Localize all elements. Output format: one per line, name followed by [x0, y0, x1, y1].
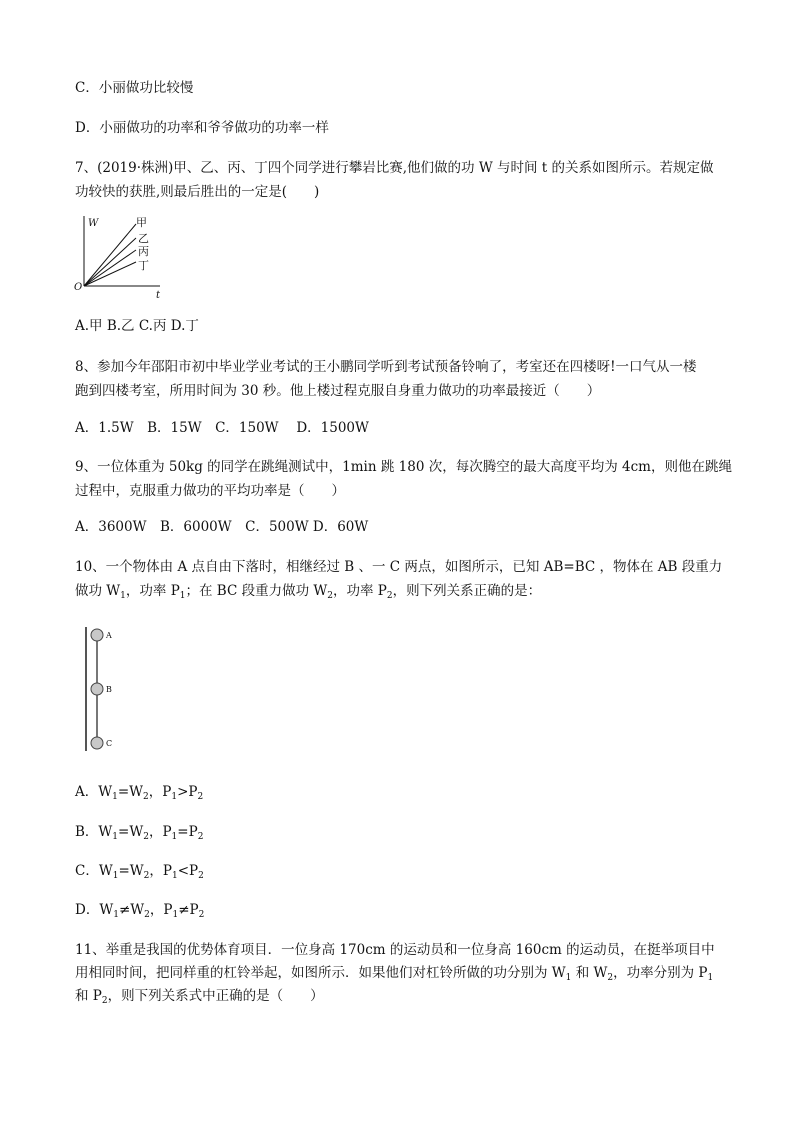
q10-option-a [75, 782, 203, 807]
text-fragment: =P [177, 824, 198, 840]
q7-x-label: t [156, 290, 161, 301]
text-fragment: B．W [75, 824, 113, 840]
subscript: 2 [198, 871, 204, 881]
q11-stem-line2 [75, 963, 713, 988]
text-fragment: ≠P [178, 902, 199, 918]
q8-stem-line2: 跑到四楼考室，所用时间为 30 秒。他上楼过程克服自身重力做功的功率最接近（ ） [75, 383, 601, 399]
q9-options: A．3600W B．6000W C．500W D．60W [75, 519, 369, 535]
subscript: 2 [144, 910, 150, 920]
subscript: 1 [172, 910, 179, 920]
q7-y-label: W [88, 218, 99, 229]
subscript: 1 [113, 910, 119, 920]
subscript: 2 [197, 792, 204, 802]
q7-origin-label: O [74, 282, 83, 293]
text-fragment: =W [118, 824, 144, 840]
q10-ball-b [91, 683, 103, 695]
q10-text-a: 做功 W [75, 583, 121, 599]
q11-stem-line3 [75, 986, 324, 1011]
q10-text-c: ；在 BC 段重力做功 W [185, 583, 328, 599]
q10-sub-p2: 2 [386, 591, 393, 601]
text-fragment: 用相同时间，把同样重的杠铃举起，如图所示．如果他们对杠铃所做的功分别为 W [75, 965, 566, 981]
q9-stem-line1: 9、一位体重为 50kg 的同学在跳绳测试中，1min 跳 180 次，每次腾空的最大高度平均为 4cm，则他在跳绳 [75, 459, 732, 475]
q7-series-bing: 丙 [138, 245, 149, 258]
q10-label-c: C [106, 739, 113, 748]
q9-stem-line2: 过程中，克服重力做功的平均功率是（ ） [75, 483, 345, 499]
q10-ball-c [91, 737, 103, 749]
text-fragment: ，P [149, 902, 173, 918]
text-fragment: A．W [75, 784, 113, 800]
q10-stem-line2 [75, 581, 541, 606]
text-fragment: <P [177, 863, 199, 879]
subscript: 2 [198, 910, 205, 920]
subscript: 1 [112, 792, 118, 802]
subscript: 2 [143, 792, 149, 802]
q10-option-b [75, 822, 203, 847]
subscript: 2 [607, 973, 614, 983]
q7-line-ding [84, 262, 136, 286]
q8-options: A．1.5W B．15W C．150W D．1500W [75, 420, 369, 436]
subscript: 1 [171, 792, 178, 802]
q7-work-time-graph [72, 212, 172, 302]
text-fragment: 和 W [571, 965, 608, 981]
text-fragment: ≠W [118, 902, 145, 918]
q10-sub-w2: 2 [327, 591, 333, 601]
q11-stem-line1: 11、举重是我国的优势体育项目．一位身高 170cm 的运动员和一位身高 160cm 的运动员，在挺举项目中 [75, 942, 715, 958]
q10-ball-a [91, 629, 103, 641]
q10-option-d [75, 900, 204, 925]
text-fragment: ，则下列关系式中正确的是（ ） [107, 988, 324, 1004]
q10-text-d: ，功率 P [333, 583, 387, 599]
q10-option-c [75, 861, 204, 886]
q6-option-d: D．小丽做功的功率和爷爷做功的功率一样 [75, 120, 329, 136]
q10-falling-object-figure [82, 625, 132, 755]
q7-line-yi [84, 238, 136, 286]
subscript: 2 [197, 832, 204, 842]
subscript: 1 [112, 832, 119, 842]
q10-label-a: A [106, 631, 112, 640]
subscript: 2 [143, 871, 150, 881]
subscript: 2 [101, 996, 108, 1006]
q10-sub-p1: 1 [179, 591, 186, 601]
text-fragment: ，P [149, 863, 172, 879]
text-fragment: ，P [148, 784, 172, 800]
text-fragment: ，P [148, 824, 172, 840]
q7-stem-line1: 7、(2019·株洲)甲、乙、丙、丁四个同学进行攀岩比赛,他们做的功 W 与时间 t 的关系如图所示。若规定做 [75, 160, 714, 176]
q7-stem-line2: 功较快的获胜,则最后胜出的一定是( ) [75, 184, 320, 200]
text-fragment: =W [118, 863, 144, 879]
subscript: 2 [143, 832, 149, 842]
q7-series-ding: 丁 [138, 259, 149, 272]
q10-stem-line1: 10、一个物体由 A 点自由下落时，相继经过 B 、一 C 两点，如图所示，已知 AB=BC ，物体在 AB 段重力 [75, 559, 723, 575]
q10-label-b: B [106, 685, 112, 694]
q7-series-yi: 乙 [138, 232, 149, 245]
q7-options: A.甲 B.乙 C.丙 D.丁 [75, 318, 199, 334]
q10-text-b: ，功率 P [125, 583, 180, 599]
subscript: 1 [707, 973, 714, 983]
subscript: 1 [112, 871, 119, 881]
text-fragment: ，功率分别为 P [613, 965, 708, 981]
text-fragment: 和 P [75, 988, 102, 1004]
subscript: 1 [171, 832, 178, 842]
q6-option-c: C．小丽做功比较慢 [75, 80, 194, 96]
text-fragment: C．W [75, 863, 113, 879]
q8-stem-line1: 8、参加今年邵阳市初中毕业学业考试的王小鹏同学听到考试预备铃响了，考室还在四楼呀!一口气从一楼 [75, 359, 697, 375]
q7-series-jia: 甲 [136, 216, 147, 229]
text-fragment: D．W [75, 902, 114, 918]
subscript: 1 [171, 871, 178, 881]
text-fragment: =W [117, 784, 144, 800]
subscript: 1 [565, 973, 572, 983]
q10-sub-w1: 1 [120, 591, 126, 601]
q10-text-e: ，则下列关系正确的是： [392, 583, 542, 599]
text-fragment: >P [177, 784, 198, 800]
